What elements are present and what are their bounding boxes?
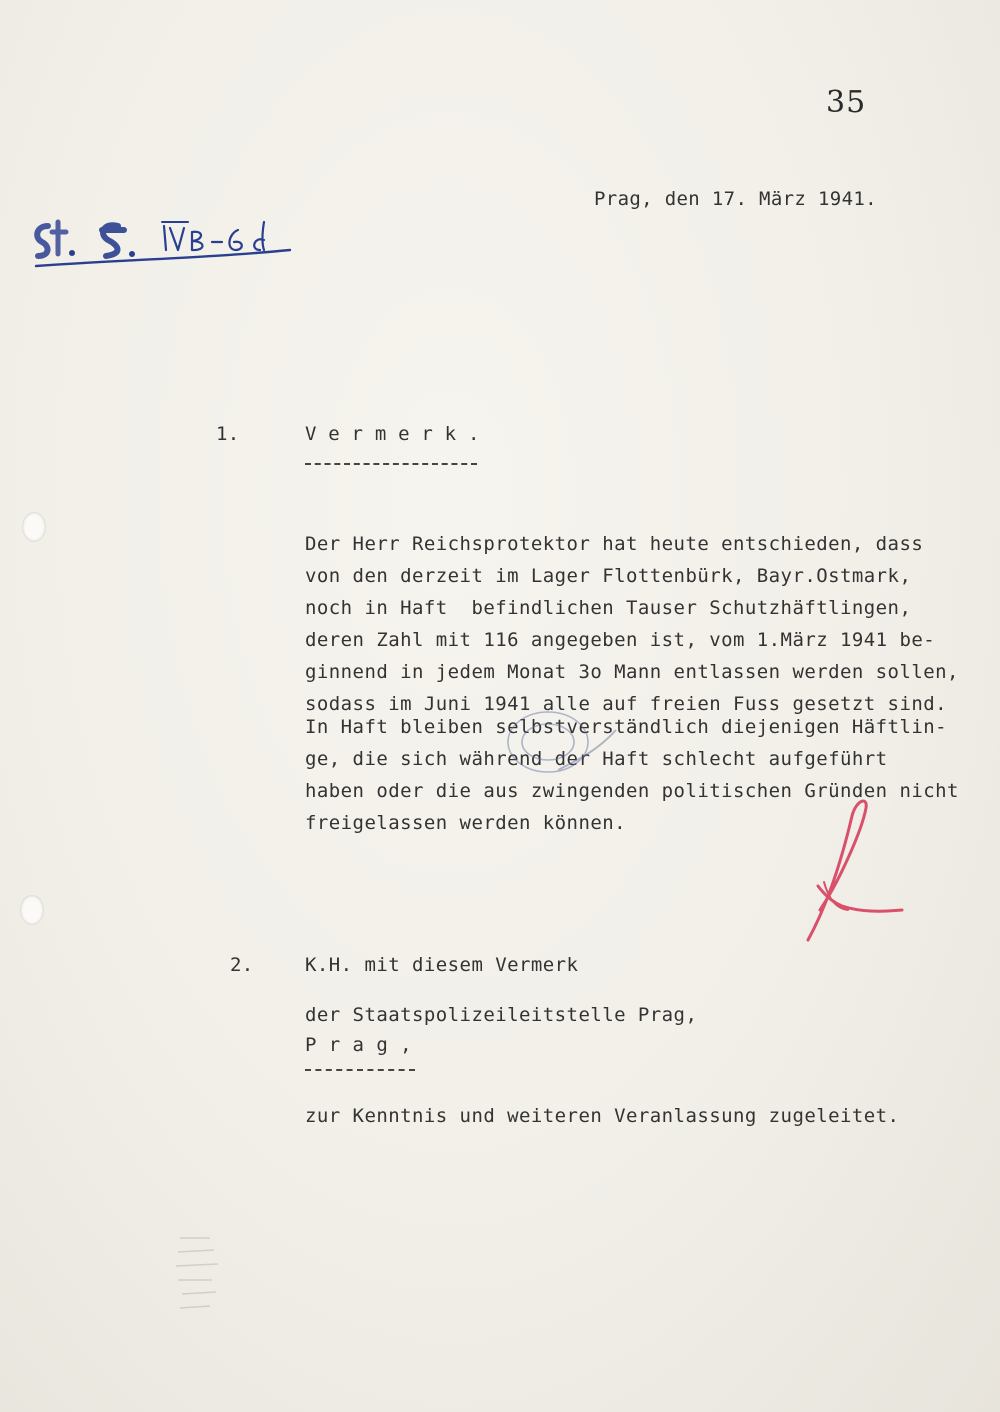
section-1-number: 1. [216,423,240,445]
heading-underline [305,463,477,465]
closing-line: zur Kenntnis und weiteren Veranlassung zugeleitet. [305,1105,900,1127]
city-underline [305,1069,415,1071]
date-line: Prag, den 17. März 1941. [594,188,877,210]
paragraph-line: ginnend in jedem Monat 3o Mann entlassen werden sollen, [305,661,959,683]
punch-hole-top [22,512,46,542]
paragraph-line: noch in Haft befindlichen Tauser Schutzhäftlingen, [305,597,912,619]
paragraph-line: haben oder die aus zwingenden politischen Gründen nicht [305,780,959,802]
paragraph-line: sodass im Juni 1941 alle auf freien Fuss gesetzt sind. [305,693,948,715]
section-1-heading: V e r m e r k . [305,423,480,445]
paragraph-line: freigelassen werden können. [305,812,627,834]
punch-hole-bottom [20,895,44,925]
paragraph-line: In Haft bleiben selbstverständlich diejenigen Häftlin- [305,716,948,738]
recipient-city: P r a g , [305,1034,413,1056]
page-number: 35 [826,85,867,120]
paragraph-line: von den derzeit im Lager Flottenbürk, Bayr.Ostmark, [305,565,912,587]
paragraph-line: ge, die sich während der Haft schlecht aufgeführt [305,748,888,770]
faded-receipt-stamp [498,700,628,800]
handwritten-signature [780,790,910,960]
faint-pencil-notes [160,1228,240,1318]
paragraph-line: Der Herr Reichsprotektor hat heute entschieden, dass [305,533,924,555]
recipient-line: der Staatspolizeileitstelle Prag, [305,1004,698,1026]
paragraph-line: deren Zahl mit 116 angegeben ist, vom 1.März 1941 be- [305,629,936,651]
section-2-number: 2. [230,954,254,976]
ink-stamp [28,204,298,276]
forwarding-line: K.H. mit diesem Vermerk [305,954,579,976]
